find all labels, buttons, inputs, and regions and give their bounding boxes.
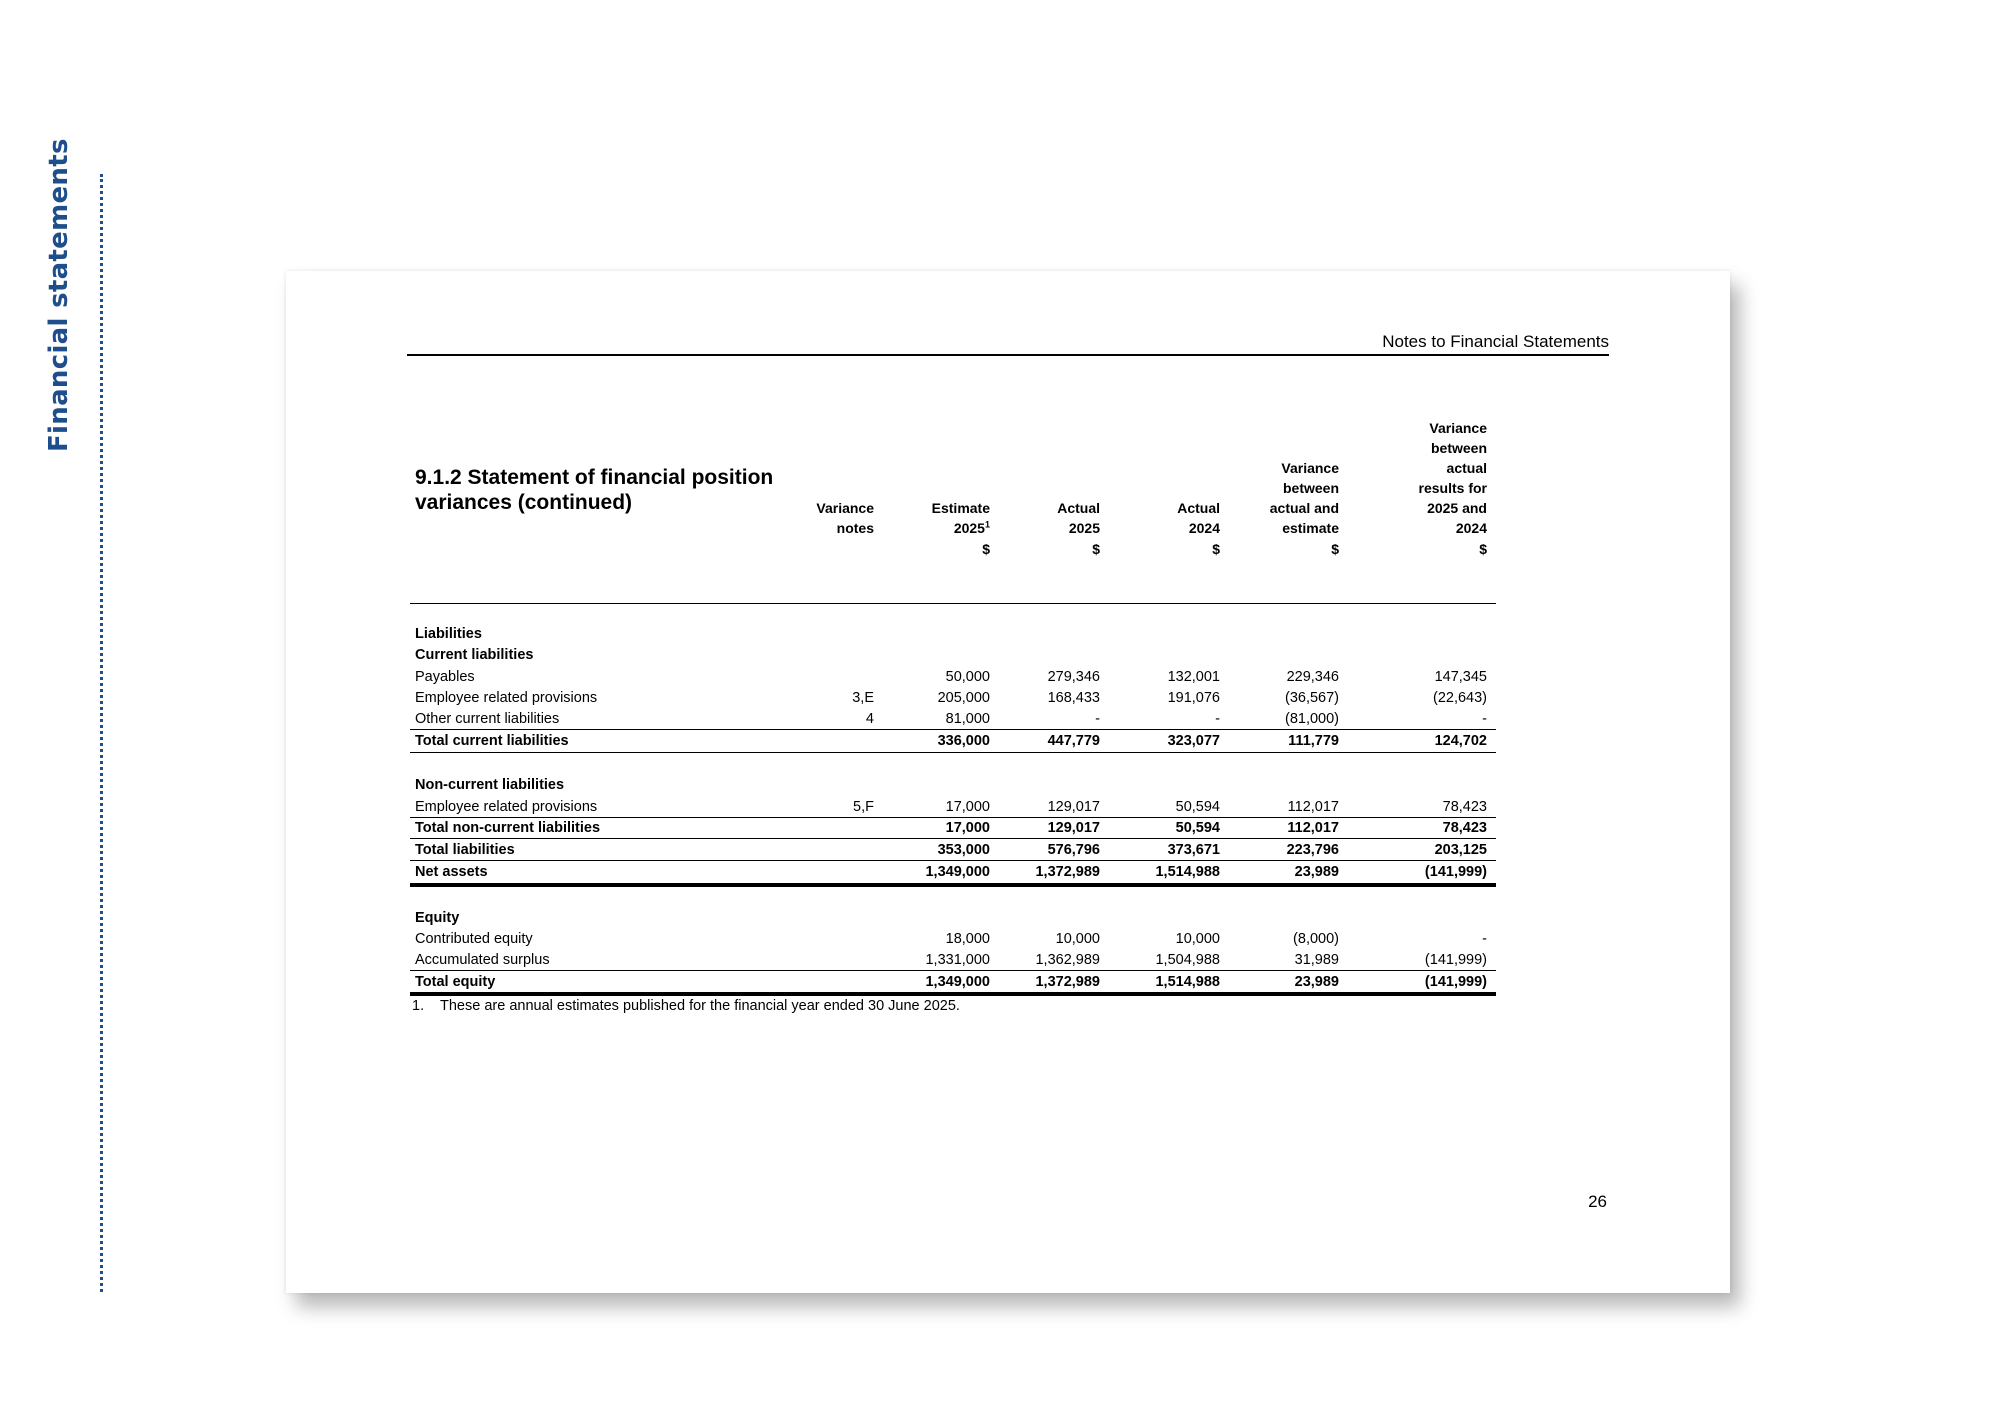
column-header-line: Actual	[1057, 500, 1100, 516]
table-row	[410, 796, 1496, 818]
column-header-line: notes	[836, 520, 874, 536]
column-header-line: Estimate	[931, 500, 990, 516]
column-header-line: 2025 and	[1427, 500, 1487, 516]
table-row	[410, 687, 1496, 709]
column-header-line: Variance	[1281, 460, 1339, 476]
row-label: Liabilities	[415, 626, 482, 642]
cell-value: 132,001	[1167, 669, 1220, 685]
cell-value: -	[1095, 711, 1100, 727]
column-header-text: 2025	[953, 520, 985, 536]
cell-value: -	[1215, 711, 1220, 727]
cell-value: 1,372,989	[1035, 864, 1100, 880]
cell-value: 124,702	[1434, 733, 1487, 749]
row-label: Payables	[415, 669, 475, 685]
table-section-heading	[410, 774, 1496, 796]
table-rule	[410, 860, 1496, 861]
row-label: Net assets	[415, 864, 488, 880]
cell-value: 1,362,989	[1035, 952, 1100, 968]
column-header-line: Variance	[816, 500, 874, 516]
column-header-4	[1177, 498, 1220, 538]
cell-value: 1,504,988	[1155, 952, 1220, 968]
column-header-6	[1419, 418, 1487, 538]
cell-value: 50,000	[945, 669, 990, 685]
row-label: Total liabilities	[415, 842, 515, 858]
column-unit: $	[1212, 541, 1220, 557]
cell-value: 129,017	[1047, 820, 1100, 836]
table-rule	[410, 817, 1496, 818]
cell-value: 1,349,000	[925, 864, 990, 880]
cell-value: 1,349,000	[925, 974, 990, 990]
cell-value: 50,594	[1175, 799, 1220, 815]
cell-value: 112,017	[1287, 799, 1339, 815]
footnote-text: These are annual estimates published for the financial year ended 30 June 2025.	[440, 998, 960, 1014]
cell-value: 112,017	[1287, 820, 1339, 836]
sidebar-title: Financial statements	[44, 138, 74, 452]
document-page	[286, 271, 1730, 1293]
column-header-2	[932, 498, 990, 538]
cell-value: 1,331,000	[925, 952, 990, 968]
row-label: Contributed equity	[415, 931, 533, 947]
cell-value: 336,000	[937, 733, 990, 749]
cell-value: 78,423	[1442, 799, 1487, 815]
cell-value: 1,372,989	[1035, 974, 1100, 990]
footnote-number: 1.	[412, 998, 425, 1014]
row-label: Non-current liabilities	[415, 777, 565, 793]
cell-value: 10,000	[1055, 931, 1100, 947]
row-label: Accumulated surplus	[415, 952, 550, 968]
table-section-heading	[410, 907, 1496, 929]
table-section-heading	[410, 623, 1496, 645]
row-label: Total current liabilities	[415, 733, 569, 749]
table-row	[410, 817, 1496, 839]
cell-value: 81,000	[945, 711, 990, 727]
page-number: 26	[1588, 1192, 1607, 1211]
cell-value: 23,989	[1294, 864, 1339, 880]
cell-value: (22,643)	[1432, 690, 1487, 706]
cell-value: 223,796	[1286, 842, 1339, 858]
cell-value: 129,017	[1047, 799, 1100, 815]
table-rule	[410, 752, 1496, 753]
cell-value: (36,567)	[1284, 690, 1339, 706]
table-rule	[410, 603, 1496, 604]
cell-value: 1,514,988	[1155, 864, 1220, 880]
cell-value: 3,E	[852, 690, 874, 706]
table-rule	[410, 992, 1496, 996]
table-section-heading	[410, 644, 1496, 666]
cell-value: (8,000)	[1293, 931, 1339, 947]
table-rule	[410, 838, 1496, 839]
column-header-1	[816, 498, 874, 538]
column-header-5	[1270, 458, 1339, 538]
cell-value: 576,796	[1047, 842, 1100, 858]
column-header-line: 2024	[1455, 520, 1487, 536]
cell-value: 10,000	[1175, 931, 1220, 947]
cell-value: 353,000	[937, 842, 990, 858]
cell-value: (141,999)	[1424, 952, 1487, 968]
footnote	[412, 998, 960, 1014]
table-rule	[410, 970, 1496, 971]
cell-value: 147,345	[1434, 669, 1487, 685]
sidebar-dotted-rule	[100, 174, 103, 1292]
column-header-line: results for	[1418, 480, 1487, 496]
cell-value: (81,000)	[1284, 711, 1339, 727]
table-row	[410, 730, 1496, 752]
column-unit: $	[1331, 541, 1339, 557]
cell-value: 31,989	[1294, 952, 1339, 968]
cell-value: 373,671	[1167, 842, 1220, 858]
table-row	[410, 928, 1496, 950]
cell-value: (141,999)	[1424, 974, 1487, 990]
table-row	[410, 861, 1496, 883]
cell-value: 279,346	[1047, 669, 1100, 685]
column-unit: $	[982, 541, 990, 557]
row-label: Equity	[415, 910, 460, 926]
cell-value: -	[1482, 931, 1487, 947]
cell-value: 23,989	[1294, 974, 1339, 990]
cell-value: 323,077	[1167, 733, 1220, 749]
cell-value: 1,514,988	[1155, 974, 1220, 990]
cell-value: 168,433	[1047, 690, 1100, 706]
row-label: Total non-current liabilities	[415, 820, 601, 836]
column-header-line: between	[1430, 440, 1487, 456]
column-header-line: actual and	[1269, 500, 1339, 516]
cell-value: -	[1482, 711, 1487, 727]
cell-value: 17,000	[945, 799, 990, 815]
section-title: 9.1.2 Statement of financial position variances (continued)	[415, 466, 774, 514]
table-rule	[410, 883, 1496, 887]
cell-value: 229,346	[1286, 669, 1339, 685]
row-label: Employee related provisions	[415, 799, 598, 815]
cell-value: 4	[865, 711, 874, 727]
column-unit: $	[1092, 541, 1100, 557]
column-header-line	[932, 518, 990, 538]
column-header-line: estimate	[1282, 520, 1339, 536]
column-header-3	[1057, 498, 1100, 538]
column-header-line: 2024	[1188, 520, 1220, 536]
row-label: Current liabilities	[415, 647, 534, 663]
cell-value: (141,999)	[1424, 864, 1487, 880]
running-header: Notes to Financial Statements	[1382, 332, 1609, 351]
cell-value: 203,125	[1434, 842, 1487, 858]
table-row	[410, 708, 1496, 730]
footnote-marker: 1	[984, 519, 990, 530]
cell-value: 191,076	[1167, 690, 1220, 706]
column-header-line: Variance	[1429, 420, 1487, 436]
table-row	[410, 949, 1496, 971]
column-header-line: between	[1282, 480, 1339, 496]
row-label: Total equity	[415, 974, 496, 990]
table-row	[410, 839, 1496, 861]
cell-value: 5,F	[853, 799, 874, 815]
column-unit: $	[1479, 541, 1487, 557]
column-header-line: Actual	[1177, 500, 1220, 516]
row-label: Employee related provisions	[415, 690, 598, 706]
cell-value: 17,000	[945, 820, 990, 836]
header-rule	[407, 354, 1609, 356]
cell-value: 50,594	[1175, 820, 1220, 836]
cell-value: 205,000	[937, 690, 990, 706]
column-header-line: 2025	[1068, 520, 1100, 536]
cell-value: 111,779	[1288, 733, 1339, 749]
table-row	[410, 971, 1496, 993]
cell-value: 447,779	[1047, 733, 1100, 749]
cell-value: 18,000	[945, 931, 990, 947]
table-row	[410, 666, 1496, 688]
table-rule	[410, 729, 1496, 730]
row-label: Other current liabilities	[415, 711, 560, 727]
cell-value: 78,423	[1442, 820, 1487, 836]
column-header-line: actual	[1446, 460, 1487, 476]
